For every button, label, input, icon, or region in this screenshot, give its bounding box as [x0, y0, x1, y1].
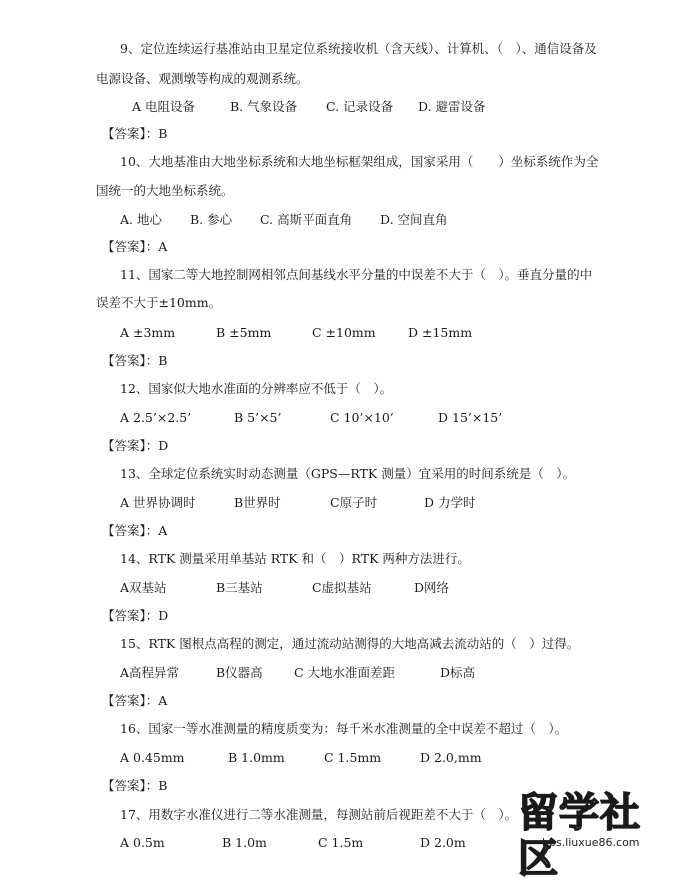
question-13-option-d: D 力学时 — [424, 495, 476, 510]
watermark-url: bbs.liuxue86.com — [542, 836, 640, 849]
site-watermark — [512, 790, 677, 882]
question-14-option-c: C虚拟基站 — [312, 580, 372, 595]
question-10-text-line-2: 国统一的大地坐标系统。 — [96, 183, 234, 198]
question-16-option-b: B 1.0mm — [228, 750, 285, 765]
question-12-text-line-1: 12、国家似大地水准面的分辨率应不低于（ ）。 — [120, 381, 393, 396]
question-15-option-d: D标高 — [440, 665, 476, 680]
question-9-option-a: A 电阻设备 — [132, 99, 196, 114]
question-13-option-a: A 世界协调时 — [120, 495, 196, 510]
question-13-text-line-1: 13、全球定位系统实时动态测量（GPS—RTK 测量）宜采用的时间系统是（ ）。 — [120, 466, 575, 481]
question-11-text-line-2: 误差不大于±10mm。 — [96, 295, 222, 310]
question-17-option-b: B 1.0m — [222, 835, 267, 850]
question-15-option-a: A高程异常 — [120, 665, 180, 680]
question-9-text-line-1: 9、定位连续运行基准站由卫星定位系统接收机（含天线）、计算机、（ ）、通信设备及 — [120, 41, 597, 56]
question-11-option-d: D ±15mm — [408, 325, 473, 340]
question-12-option-a: A 2.5’×2.5’ — [120, 410, 192, 425]
question-10-answer: 【答案】：A — [102, 239, 168, 254]
question-12-option-b: B 5’×5’ — [234, 410, 282, 425]
question-11-text-line-1: 11、国家二等大地控制网相邻点间基线水平分量的中误差不大于（ ）。垂直分量的中 — [120, 267, 593, 282]
question-16-text-line-1: 16、国家一等水准测量的精度质变为：每千米水准测量的全中误差不超过（ ）。 — [120, 721, 568, 736]
question-16-option-d: D 2.0,mm — [420, 750, 482, 765]
question-17-text-line-1: 17、用数字水准仪进行二等水准测量，每测站前后视距差不大于（ ）。 — [120, 807, 518, 822]
question-17-option-d: D 2.0m — [420, 835, 466, 850]
question-14-option-b: B三基站 — [216, 580, 263, 595]
question-15-option-c: C 大地水准面差距 — [294, 665, 396, 680]
question-13-answer: 【答案】：A — [102, 523, 168, 538]
question-14-option-a: A双基站 — [120, 580, 167, 595]
question-10-option-d: D. 空间直角 — [380, 212, 448, 227]
question-10-text-line-1: 10、大地基准由大地坐标系统和大地坐标框架组成，国家采用（ ）坐标系统作为全 — [120, 154, 599, 169]
question-16-option-c: C 1.5mm — [324, 750, 382, 765]
question-10-option-b: B. 参心 — [190, 212, 233, 227]
question-12-answer: 【答案】：D — [102, 438, 169, 453]
question-10-option-a: A. 地心 — [120, 212, 162, 227]
question-11-option-c: C ±10mm — [312, 325, 376, 340]
question-17-option-c: C 1.5m — [318, 835, 364, 850]
question-13-option-b: B世界时 — [234, 495, 281, 510]
question-14-option-d: D网络 — [414, 580, 450, 595]
question-9-option-d: D. 避雷设备 — [418, 99, 486, 114]
question-16-option-a: A 0.45mm — [120, 750, 185, 765]
question-13-option-c: C原子时 — [330, 495, 378, 510]
question-17-option-a: A 0.5m — [120, 835, 165, 850]
question-9-answer: 【答案】：B — [102, 126, 168, 141]
question-12-option-d: D 15’×15’ — [438, 410, 503, 425]
question-11-option-b: B ±5mm — [216, 325, 272, 340]
question-9-text-line-2: 电源设备、观测墩等构成的观测系统。 — [96, 71, 309, 86]
question-15-answer: 【答案】：A — [102, 693, 168, 708]
question-9-option-b: B. 气象设备 — [230, 99, 298, 114]
question-15-text-line-1: 15、RTK 图根点高程的测定，通过流动站测得的大地高减去流动站的（ ）过得。 — [120, 636, 580, 651]
question-12-option-c: C 10’×10’ — [330, 410, 394, 425]
question-14-answer: 【答案】：D — [102, 608, 169, 623]
question-16-answer: 【答案】：B — [102, 778, 168, 793]
question-9-option-c: C. 记录设备 — [326, 99, 394, 114]
question-15-option-b: B仪器高 — [216, 665, 263, 680]
question-14-text-line-1: 14、RTK 测量采用单基站 RTK 和（ ）RTK 两种方法进行。 — [120, 551, 470, 566]
question-10-option-c: C. 高斯平面直角 — [260, 212, 353, 227]
watermark-logo-text: 留学社区 — [518, 790, 641, 882]
question-11-answer: 【答案】：B — [102, 353, 168, 368]
question-11-option-a: A ±3mm — [120, 325, 176, 340]
